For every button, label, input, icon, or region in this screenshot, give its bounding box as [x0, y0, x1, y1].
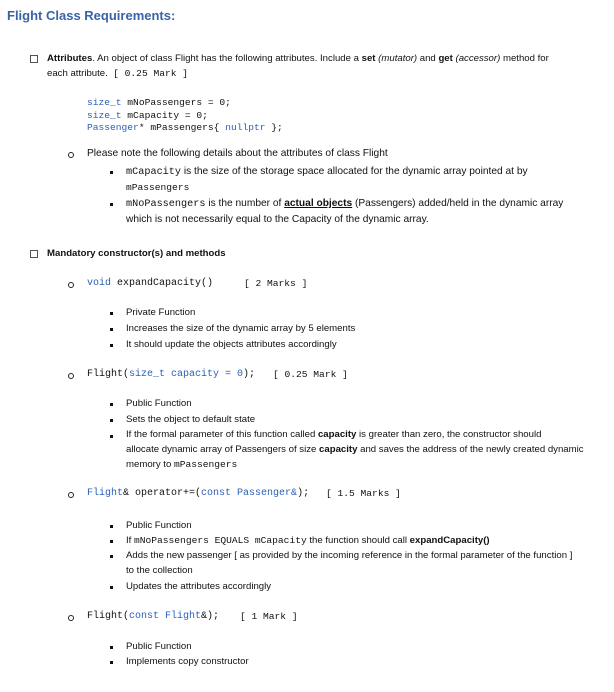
list-item-cont: memory to mPassengers	[126, 459, 238, 470]
checkbox-mandatory	[30, 250, 38, 258]
list-item-cont: to the collection	[126, 565, 193, 576]
list-item: It should update the objects attributes accordingly	[126, 339, 337, 350]
attributes-note: Please note the following details about the attributes of class Flight	[87, 148, 388, 159]
attributes-label: Attributes	[47, 53, 93, 64]
method-operator-mark: [ 1.5 Marks ]	[326, 488, 401, 499]
bullet-capacity-cont: mPassengers	[126, 182, 190, 193]
square-bullet	[110, 203, 113, 206]
square-bullet	[110, 403, 113, 406]
list-item: Sets the object to default state	[126, 414, 256, 425]
method-constructor: Flight(size_t capacity = 0);	[87, 369, 256, 380]
list-item-cont: allocate dynamic array of Passengers of size capacity and saves the address of the newly created dynamic	[126, 444, 584, 455]
attributes-paragraph-line2: each attribute. [ 0.25 Mark ]	[47, 68, 188, 79]
checkbox-attributes	[30, 55, 38, 63]
circle-bullet	[68, 152, 74, 158]
square-bullet	[110, 419, 113, 422]
attributes-code-block: size_t mNoPassengers = 0; size_t mCapacity = 0; Passenger* mPassengers{ nullptr };	[87, 97, 283, 133]
page-title: Flight Class Requirements:	[7, 8, 176, 23]
list-item: If the formal parameter of this function called capacity is greater than zero, the constructor should	[126, 429, 542, 440]
bullet-capacity: mCapacity is the size of the storage space allocated for the dynamic array pointed at by	[126, 166, 528, 178]
attributes-paragraph: Attributes. An object of class Flight has the following attributes. Include a set (mutator) and get (accessor) method for	[47, 53, 549, 64]
square-bullet	[110, 312, 113, 315]
circle-bullet	[68, 492, 74, 498]
method-copy-constructor-mark: [ 1 Mark ]	[240, 611, 298, 622]
square-bullet	[110, 328, 113, 331]
circle-bullet	[68, 282, 74, 288]
method-expand-capacity-mark: [ 2 Marks ]	[244, 278, 308, 289]
square-bullet	[110, 646, 113, 649]
square-bullet	[110, 344, 113, 347]
circle-bullet	[68, 373, 74, 379]
list-item: Updates the attributes accordingly	[126, 581, 272, 592]
list-item: Public Function	[126, 398, 192, 409]
method-constructor-mark: [ 0.25 Mark ]	[273, 369, 348, 380]
list-item: Private Function	[126, 307, 196, 318]
circle-bullet	[68, 615, 74, 621]
list-item: Adds the new passenger [ as provided by the incoming reference in the formal parameter of the function ]	[126, 550, 573, 561]
square-bullet	[110, 540, 113, 543]
square-bullet	[110, 435, 113, 438]
list-item: Public Function	[126, 520, 192, 531]
method-copy-constructor: Flight(const Flight&);	[87, 611, 220, 622]
square-bullet	[110, 525, 113, 528]
square-bullet	[110, 555, 113, 558]
bullet-nopassengers-cont: which is not necessarily equal to the Capacity of the dynamic array.	[126, 214, 429, 225]
square-bullet	[110, 171, 113, 174]
list-item: Public Function	[126, 641, 192, 652]
square-bullet	[110, 586, 113, 589]
list-item: Implements copy constructor	[126, 656, 249, 667]
mandatory-label: Mandatory constructor(s) and methods	[47, 248, 226, 259]
list-item: Increases the size of the dynamic array by 5 elements	[126, 323, 356, 334]
bullet-nopassengers: mNoPassengers is the number of actual objects (Passengers) added/held in the dynamic array	[126, 198, 564, 210]
method-expand-capacity: void expandCapacity()	[87, 278, 214, 289]
attributes-mark: [ 0.25 Mark ]	[113, 68, 188, 79]
square-bullet	[110, 661, 113, 664]
list-item: If mNoPassengers EQUALS mCapacity the function should call expandCapacity()	[126, 535, 490, 546]
method-operator-plus-equals: Flight& operator+=(const Passenger&);	[87, 488, 310, 499]
